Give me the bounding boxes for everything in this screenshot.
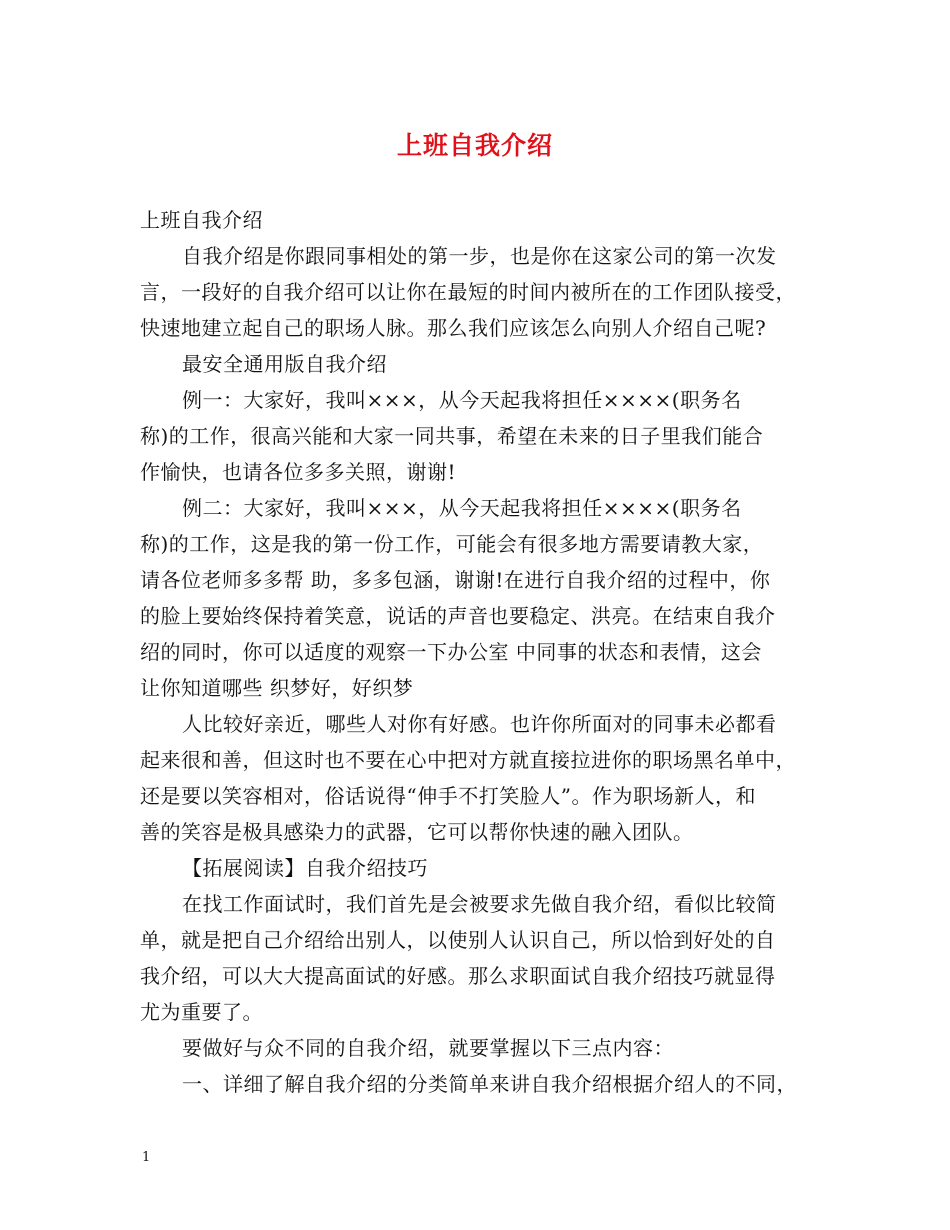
- text-line: 最安全通用版自我介绍: [182, 352, 387, 376]
- text-line: 人比较好亲近，哪些人对你有好感。也许你所面对的同事未必都看: [182, 712, 777, 736]
- text-line: 善的笑容是极具感染力的武器，它可以帮你快速的融入团队。: [140, 820, 694, 844]
- text-line: 在找工作面试时，我们首先是会被要求先做自我介绍，看似比较简: [182, 892, 777, 916]
- text-line: 作愉快，也请各位多多关照，谢谢!: [140, 460, 457, 484]
- text-line: 称)的工作，这是我的第一份工作，可能会有很多地方需要请教大家，: [140, 532, 764, 556]
- text-line: 起来很和善，但这时也不要在心中把对方就直接拉进你的职场黑名单中，: [140, 748, 796, 772]
- document-title: 上班自我介绍: [396, 131, 553, 160]
- text-line: 我介绍，可以大大提高面试的好感。那么求职面试自我介绍技巧就显得: [140, 964, 776, 988]
- text-line: 【拓展阅读】自我介绍技巧: [182, 856, 428, 880]
- text-line: 例二：大家好，我叫×××，从今天起我将担任××××(职务名: [182, 496, 742, 520]
- text-line: 尤为重要了。: [140, 1000, 263, 1024]
- text-line: 一、详细了解自我介绍的分类简单来讲自我介绍根据介绍人的不同，: [182, 1072, 797, 1096]
- text-line: 快速地建立起自己的职场人脉。那么我们应该怎么向别人介绍自己呢?: [140, 316, 767, 340]
- text-line: 要做好与众不同的自我介绍，就要掌握以下三点内容：: [182, 1036, 674, 1060]
- text-line: 请各位老师多多帮 助，多多包涵，谢谢!在进行自我介绍的过程中，你: [140, 568, 771, 592]
- text-line: 绍的同时，你可以适度的观察一下办公室 中同事的状态和表情，这会: [140, 640, 762, 664]
- text-line: 例一：大家好，我叫×××，从今天起我将担任××××(职务名: [182, 388, 742, 412]
- text-line: 言，一段好的自我介绍可以让你在最短的时间内被所在的工作团队接受，: [140, 280, 796, 304]
- text-line: 自我介绍是你跟同事相处的第一步，也是你在这家公司的第一次发: [182, 244, 777, 268]
- text-line: 让你知道哪些 织梦好，好织梦: [140, 676, 414, 700]
- document-body: [140, 202, 820, 1102]
- text-line: 称)的工作，很高兴能和大家一同共事，希望在未来的日子里我们能合: [140, 424, 764, 448]
- text-line: 单，就是把自己介绍给出别人，以使别人认识自己，所以恰到好处的自: [140, 928, 776, 952]
- text-line: 还是要以笑容相对，俗话说得“伸手不打笑脸人”。作为职场新人，和: [140, 784, 756, 808]
- text-line: 上班自我介绍: [140, 208, 263, 232]
- page-number: 1: [142, 1150, 151, 1165]
- text-line: 的脸上要始终保持着笑意，说话的声音也要稳定、洪亮。在结束自我介: [140, 604, 776, 628]
